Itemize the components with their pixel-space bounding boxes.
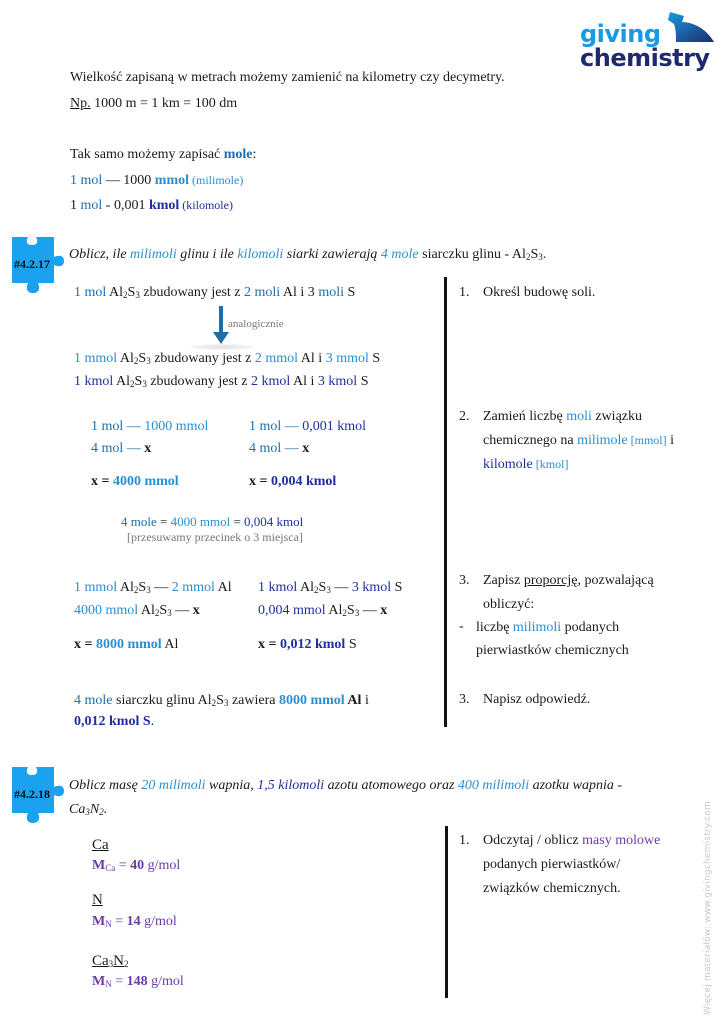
text: — 1000 bbox=[102, 173, 155, 188]
arrow-shadow bbox=[190, 344, 254, 350]
text: Odczytaj / oblicz bbox=[483, 833, 583, 848]
step-3-number: 3. bbox=[459, 573, 470, 588]
text: Al i bbox=[298, 351, 326, 366]
text: Oblicz, ile bbox=[69, 247, 131, 262]
text: azotku wapnia - bbox=[529, 778, 623, 793]
text: 2 bbox=[133, 356, 139, 366]
text: 2 bbox=[342, 608, 347, 618]
text: [mmol] bbox=[627, 433, 667, 447]
text: 1 mmol bbox=[74, 351, 118, 366]
text: 0,004 mmol bbox=[258, 603, 326, 618]
text: 2 moli bbox=[244, 285, 281, 300]
text: (milimole) bbox=[189, 173, 244, 187]
text: 3 kmol bbox=[351, 580, 392, 595]
text: Al i 3 bbox=[280, 285, 319, 300]
text: — bbox=[150, 580, 172, 595]
build-kmol-line bbox=[74, 374, 369, 390]
step-2-line-1 bbox=[483, 409, 642, 425]
text: 2 mmol bbox=[171, 580, 215, 595]
text: 2 bbox=[211, 698, 217, 708]
text: 4 mole bbox=[380, 247, 419, 262]
brand-giving: giving bbox=[580, 20, 661, 48]
text: zbudowany jest z bbox=[146, 374, 252, 389]
text: siarczku glinu - Al bbox=[418, 247, 526, 262]
text: Oblicz masę bbox=[69, 778, 142, 793]
text: [kmol] bbox=[532, 457, 569, 471]
element-n-heading: N bbox=[92, 892, 103, 908]
text: 2 bbox=[154, 608, 160, 618]
compound-ca3n2-heading bbox=[92, 953, 129, 970]
arrow-label: analogicznie bbox=[228, 318, 284, 330]
text: Al bbox=[106, 285, 124, 300]
text: 20 milimoli bbox=[141, 778, 206, 793]
molar-mass-n bbox=[92, 914, 177, 930]
text: milimoli bbox=[512, 620, 562, 635]
text: - 0,001 bbox=[102, 198, 149, 213]
text: i bbox=[361, 693, 369, 708]
text: . bbox=[542, 247, 547, 262]
text: S bbox=[391, 580, 403, 595]
text: 1 mol bbox=[74, 285, 107, 300]
text: 40 bbox=[130, 858, 145, 873]
text: Al bbox=[344, 693, 362, 708]
text: 2 bbox=[314, 585, 319, 595]
text: x bbox=[144, 441, 152, 456]
text: 0,001 kmol bbox=[302, 419, 367, 434]
text: M bbox=[92, 858, 106, 873]
text: x bbox=[302, 441, 310, 456]
text: — bbox=[330, 580, 352, 595]
text: x = bbox=[74, 637, 96, 652]
text: Ca bbox=[69, 802, 86, 817]
text: 1 mol — bbox=[91, 419, 145, 434]
text: S bbox=[345, 637, 357, 652]
text: Tak samo możemy zapisać bbox=[70, 147, 224, 162]
highlight-kmol: kmol bbox=[148, 198, 180, 213]
text: x = bbox=[91, 474, 113, 489]
brand-chemistry: chemistry bbox=[580, 44, 710, 72]
text: 1 mmol bbox=[74, 580, 118, 595]
text: g/mol bbox=[144, 858, 181, 873]
text: 3 bbox=[108, 959, 114, 969]
result-mmol: 4000 mmol bbox=[112, 474, 179, 489]
text: 1 kmol bbox=[258, 580, 298, 595]
text: (kilomole) bbox=[179, 198, 233, 212]
molar-mass-ca3n2 bbox=[92, 974, 184, 990]
text: S bbox=[343, 285, 356, 300]
task-2-step-1-number: 1. bbox=[459, 833, 470, 848]
task-2-step-1-line-3: związków chemicznych. bbox=[483, 881, 621, 896]
text: 2 bbox=[124, 959, 129, 969]
build-mol-line bbox=[74, 285, 355, 301]
result-al: 8000 mmol bbox=[95, 637, 162, 652]
text: moli bbox=[566, 409, 592, 424]
step-2-line-3 bbox=[483, 457, 568, 473]
task-2-step-1-line-1 bbox=[483, 833, 660, 849]
text: S bbox=[138, 580, 147, 595]
build-mmol-line bbox=[74, 351, 380, 367]
step-number: 1. bbox=[459, 285, 470, 300]
highlight-mmol: mmol bbox=[154, 173, 189, 188]
text: 4000 mmol bbox=[74, 603, 139, 618]
flask-icon bbox=[662, 10, 718, 44]
text: Al bbox=[117, 351, 134, 366]
text: 4 mol — bbox=[249, 441, 303, 456]
text: zbudowany jest z bbox=[139, 285, 245, 300]
column-divider bbox=[444, 277, 447, 727]
text: x = bbox=[258, 637, 280, 652]
highlight-mole: mole bbox=[223, 147, 253, 162]
step-1 bbox=[459, 285, 470, 301]
text: , pozwalającą bbox=[577, 573, 654, 588]
step-4-number: 3. bbox=[459, 692, 470, 707]
text: wapnia, bbox=[205, 778, 258, 793]
text: S bbox=[530, 247, 539, 262]
answer-line-2 bbox=[74, 714, 154, 730]
result-kmol: 0,004 kmol bbox=[270, 474, 337, 489]
text: 1000 mmol bbox=[144, 419, 209, 434]
text: = bbox=[230, 514, 245, 529]
text: siarki zawierają bbox=[283, 247, 381, 262]
task-badge-4-2-17 bbox=[8, 235, 64, 297]
text: 3 bbox=[146, 585, 151, 595]
text: — bbox=[171, 603, 193, 618]
text: Zapisz bbox=[483, 573, 524, 588]
text: 1 mol bbox=[70, 173, 103, 188]
text: 3 bbox=[167, 608, 172, 618]
text: Ca bbox=[92, 953, 109, 969]
intro-line-1: Wielkość zapisaną w metrach możemy zamienić na kilometry czy decymetry. bbox=[70, 70, 505, 85]
text: M bbox=[92, 914, 106, 929]
np-example: 1000 m = 1 km = 100 dm bbox=[90, 96, 238, 111]
text: Zamień liczbę bbox=[483, 409, 567, 424]
molar-mass-ca bbox=[92, 858, 180, 874]
text: S bbox=[139, 714, 151, 729]
text: N bbox=[89, 802, 100, 817]
text: M bbox=[92, 974, 106, 989]
text: N bbox=[105, 919, 112, 929]
text: Al bbox=[113, 374, 131, 389]
text: 3 bbox=[354, 608, 360, 618]
text: 3 bbox=[223, 698, 229, 708]
text: S bbox=[357, 374, 369, 389]
text: kilomole bbox=[483, 457, 533, 472]
text: 3 kmol bbox=[317, 374, 358, 389]
task-2-step-1-line-2: podanych pierwiastków/ bbox=[483, 857, 621, 872]
text: 3 mmol bbox=[325, 351, 369, 366]
text: g/mol bbox=[140, 914, 177, 929]
down-arrow-icon bbox=[219, 306, 223, 334]
np-label: Np. bbox=[70, 96, 91, 111]
text: związku bbox=[591, 409, 643, 424]
text: 14 bbox=[126, 914, 141, 929]
summary-note: [przesuwamy przecinek o 3 miejsca] bbox=[127, 530, 303, 544]
text: 8000 mmol bbox=[278, 693, 345, 708]
text: Al bbox=[325, 603, 343, 618]
text: i bbox=[666, 433, 675, 448]
text: — bbox=[359, 603, 381, 618]
text: x bbox=[192, 603, 200, 618]
text: 0,004 kmol bbox=[244, 514, 304, 529]
text: 3 bbox=[85, 807, 90, 817]
text: 4 mole bbox=[121, 514, 157, 529]
text: : bbox=[252, 147, 257, 162]
text: azotu atomowego oraz bbox=[324, 778, 458, 793]
text: S bbox=[368, 351, 381, 366]
text: masy molowe bbox=[582, 833, 661, 848]
text: 1 kmol bbox=[74, 374, 114, 389]
text: 3 bbox=[135, 290, 140, 300]
summary-line bbox=[121, 514, 303, 530]
text: podanych bbox=[561, 620, 620, 635]
text: 3 bbox=[142, 379, 147, 389]
step-3-line-4: pierwiastków chemicznych bbox=[476, 643, 629, 658]
text: S bbox=[134, 374, 143, 389]
step-3-line-1 bbox=[483, 573, 654, 589]
text: x bbox=[380, 603, 388, 618]
task-number: #4.2.17 bbox=[14, 257, 50, 271]
watermark-text: Więcej materiałów: www.givingchemistry.com bbox=[703, 801, 713, 1015]
intro-line-2 bbox=[70, 96, 237, 112]
text: 3 bbox=[146, 356, 151, 366]
text: = bbox=[115, 858, 131, 873]
text: S bbox=[346, 603, 355, 618]
text: S bbox=[216, 693, 224, 708]
text: 4 mole bbox=[74, 693, 113, 708]
text: 4 mol — bbox=[91, 441, 145, 456]
text: N bbox=[105, 979, 112, 989]
task-number: #4.2.18 bbox=[14, 787, 50, 801]
text: zbudowany jest z bbox=[150, 351, 255, 366]
text: liczbę bbox=[476, 620, 513, 635]
text: x = bbox=[249, 474, 271, 489]
text: Al bbox=[297, 580, 315, 595]
arrow-head bbox=[213, 332, 229, 344]
text: N bbox=[113, 953, 125, 969]
intro-line-4 bbox=[70, 173, 243, 189]
task-badge-4-2-18 bbox=[8, 765, 64, 827]
text: 2 bbox=[123, 290, 128, 300]
element-ca-heading: Ca bbox=[92, 837, 109, 853]
text: 2 bbox=[133, 585, 139, 595]
text: S bbox=[159, 603, 168, 618]
task-2-question-line-2 bbox=[69, 802, 107, 818]
text: 0,012 kmol bbox=[74, 714, 140, 729]
text: = bbox=[111, 914, 127, 929]
step-4-text: Napisz odpowiedź. bbox=[483, 692, 591, 707]
text: 3 bbox=[538, 252, 543, 262]
text: moli bbox=[318, 285, 344, 300]
text: mol bbox=[80, 198, 103, 213]
task-2-question-line-1 bbox=[69, 778, 622, 794]
text: chemicznego na bbox=[483, 433, 578, 448]
text: 2 bbox=[130, 379, 135, 389]
step-1-text: Określ budowę soli. bbox=[483, 285, 596, 300]
text: . bbox=[103, 802, 108, 817]
step-2-line-2 bbox=[483, 433, 674, 449]
text: 1,5 kilomoli bbox=[257, 778, 325, 793]
step-2-number: 2. bbox=[459, 409, 470, 424]
text: 2 kmol bbox=[251, 374, 291, 389]
brand-logo bbox=[580, 10, 716, 72]
text: Al bbox=[138, 603, 155, 618]
text: Al bbox=[161, 637, 179, 652]
text: S bbox=[127, 285, 136, 300]
text: milimole bbox=[577, 433, 628, 448]
text: Al bbox=[214, 580, 232, 595]
text: = bbox=[111, 974, 127, 989]
text: 1 mol — bbox=[249, 419, 303, 434]
text: zawiera bbox=[228, 693, 279, 708]
text: 1 bbox=[70, 198, 81, 213]
text: milimoli bbox=[130, 247, 177, 262]
text: 2 bbox=[99, 807, 104, 817]
text: 148 bbox=[126, 974, 148, 989]
task-1-question bbox=[69, 247, 546, 263]
step-3-line-2: obliczyć: bbox=[483, 597, 535, 612]
text: = bbox=[156, 514, 171, 529]
text: proporcję bbox=[523, 573, 578, 588]
intro-line-5 bbox=[70, 198, 233, 214]
text: g/mol bbox=[147, 974, 184, 989]
text: Al i bbox=[290, 374, 318, 389]
text: S bbox=[138, 351, 147, 366]
column-divider bbox=[445, 826, 448, 998]
text: Al bbox=[117, 580, 134, 595]
text: 4000 mmol bbox=[170, 514, 231, 529]
text: glinu i ile bbox=[176, 247, 238, 262]
text: kilomoli bbox=[237, 247, 284, 262]
step-3-bullet: - bbox=[459, 619, 464, 634]
result-s: 0,012 kmol bbox=[279, 637, 346, 652]
intro-line-3 bbox=[70, 147, 256, 163]
text: 2 mmol bbox=[254, 351, 299, 366]
text: Ca bbox=[105, 863, 116, 873]
text: 400 milimoli bbox=[457, 778, 530, 793]
text: 2 bbox=[525, 252, 531, 262]
text: siarczku glinu Al bbox=[112, 693, 212, 708]
text: S bbox=[318, 580, 327, 595]
answer-line-1 bbox=[74, 693, 369, 709]
step-3-line-3 bbox=[476, 620, 619, 636]
text: 3 bbox=[326, 585, 331, 595]
text: . bbox=[150, 714, 155, 729]
